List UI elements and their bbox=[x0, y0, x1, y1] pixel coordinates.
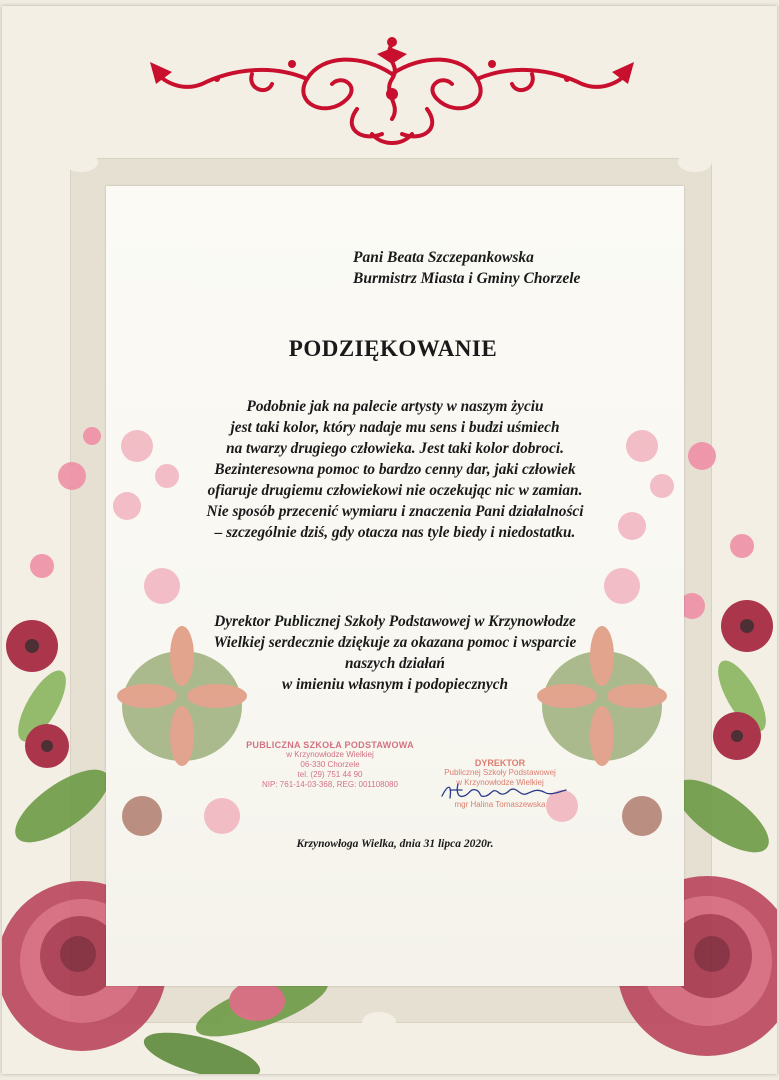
poem-line: Bezinteresowna pomoc to bardzo cenny dar, jaki człowiek bbox=[214, 461, 576, 478]
page-title: PODZIĘKOWANIE bbox=[288, 336, 498, 361]
poem-line: Podobnie jak na palecie artysty w naszym życiu bbox=[246, 398, 544, 415]
thanks-line: w imieniu własnym i podopiecznych bbox=[281, 676, 509, 693]
stamp-line: Publicznej Szkoły Podstawowej bbox=[444, 768, 556, 777]
letter-sheet bbox=[106, 186, 684, 986]
stamp-line: w Krzynowłodze Wielkiej bbox=[286, 750, 374, 759]
frame-corner bbox=[678, 152, 712, 172]
stamp-line: NIP: 761-14-03-368, REG: 001108080 bbox=[262, 780, 398, 789]
stamp-line: 06-330 Chorzele bbox=[300, 760, 360, 769]
thanks-line: Wielkiej serdecznie dziękuje za okazana pomoc i wsparcie bbox=[213, 634, 577, 651]
thanks-line: naszych działań bbox=[345, 655, 445, 672]
poem-line: – szczególnie dziś, gdy otacza nas tyle biedy i niedostatku. bbox=[214, 524, 576, 541]
stamp-line: tel. (29) 751 44 90 bbox=[297, 770, 363, 779]
poem-line: Nie sposób przecenić wymiaru i znaczenia Pani działalności bbox=[206, 503, 584, 520]
frame-corner bbox=[222, 1012, 256, 1032]
stamp-line: w Krzynowłodze Wielkiej bbox=[456, 778, 544, 787]
recipient-name: Pani Beata Szczepankowska bbox=[353, 249, 534, 266]
ornament-icon bbox=[142, 34, 642, 149]
stamp-line: mgr Halina Tomaszewska bbox=[454, 800, 546, 809]
poem-line: ofiaruje drugiemu człowiekowi nie oczekując nic w zamian. bbox=[207, 482, 583, 499]
frame-corner bbox=[64, 152, 98, 172]
stamp-line: PUBLICZNA SZKOŁA PODSTAWOWA bbox=[246, 740, 414, 750]
signature-icon bbox=[440, 780, 580, 802]
thanks-line: Dyrektor Publicznej Szkoły Podstawowej w Krzynowłodze bbox=[214, 613, 576, 630]
recipient-position: Burmistrz Miasta i Gminy Chorzele bbox=[353, 270, 581, 287]
poem-line: jest taki kolor, który nadaje mu sens i budzi uśmiech bbox=[230, 419, 560, 436]
school-stamp bbox=[245, 740, 415, 790]
poem-line: na twarzy drugiego człowieka. Jest taki kolor dobroci. bbox=[226, 440, 564, 457]
poem-paragraph bbox=[150, 396, 640, 543]
stamp-line: DYREKTOR bbox=[474, 758, 526, 768]
frame-corner bbox=[362, 1012, 396, 1032]
thanks-paragraph bbox=[150, 611, 640, 695]
recipient-block bbox=[353, 247, 580, 289]
date-line: Krzynowłoga Wielka, dnia 31 lipca 2020r. bbox=[296, 838, 494, 850]
